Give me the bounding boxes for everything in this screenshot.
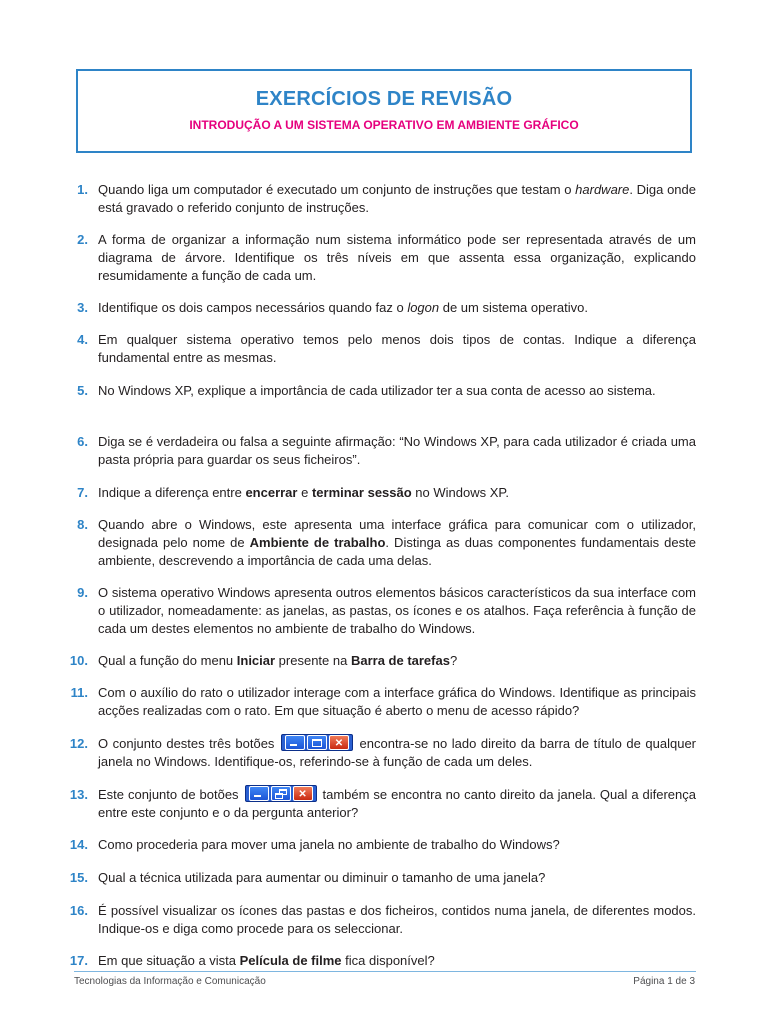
question-number: 4.	[77, 332, 88, 347]
question-number: 6.	[77, 434, 88, 449]
question-number: 17.	[69, 953, 88, 968]
text-segment: e	[297, 485, 312, 500]
question-number: 3.	[77, 300, 88, 315]
text-segment: Identifique os dois campos necessários quando faz o	[98, 300, 408, 315]
bold-term: Ambiente de trabalho	[249, 535, 386, 550]
question-text	[98, 735, 696, 771]
question-number: 1.	[77, 182, 88, 197]
footer-divider	[74, 971, 696, 972]
question-number: 5.	[77, 383, 88, 398]
question-number: 14.	[69, 837, 88, 852]
question-text	[98, 684, 696, 720]
window-buttons-minimize-restore-close	[245, 785, 317, 802]
question-text	[98, 902, 696, 938]
question-number: 15.	[69, 870, 88, 885]
text-segment: O sistema operativo Windows apresenta outros elementos básicos característicos da sua interface com o utilizador, nomeadamente: as janelas, as pastas, os ícones e os atalhos. Faça referência à função de cada um destes elementos no ambiente de trabalho do Windows.	[98, 585, 696, 636]
question-text	[98, 836, 696, 854]
close-icon: ✕	[329, 735, 349, 750]
text-segment: Qual a função do menu	[98, 653, 237, 668]
question-text	[98, 516, 696, 570]
text-segment: A forma de organizar a informação num sistema informático pode ser representada através de um diagrama de árvore. Identifique os três níveis em que assenta essa organização, explicando resumidamente a função de cada um.	[98, 232, 696, 283]
text-segment: . Diga onde está gravado o referido conjunto de instruções.	[98, 182, 696, 215]
text-segment: também se encontra no canto direito da janela. Qual a diferença entre este conjunto e o da pergunta anterior?	[98, 787, 696, 820]
question-number: 10.	[69, 653, 88, 668]
question-text	[98, 584, 696, 638]
text-segment: É possível visualizar os ícones das pastas e dos ficheiros, contidos numa janela, de diferentes modos. Indique-os e diga como procede para os seleccionar.	[98, 903, 696, 936]
question-text	[98, 299, 696, 317]
question-text	[98, 652, 696, 670]
question-text	[98, 869, 696, 887]
text-segment: No Windows XP, explique a importância de cada utilizador ter a sua conta de acesso ao sistema.	[98, 383, 656, 398]
text-segment: Em que situação a vista	[98, 953, 240, 968]
text-segment: Com o auxílio do rato o utilizador interage com a interface gráfica do Windows. Identifique as principais acções realizadas com o rato. Em que situação é aberto o menu de acesso rápido?	[98, 685, 696, 718]
text-segment: . Distinga as duas componentes fundamentais deste ambiente, descrevendo a importância de cada uma delas.	[98, 535, 696, 568]
text-segment: ?	[449, 653, 458, 668]
text-segment: O conjunto destes três botões	[98, 736, 279, 751]
question-number: 8.	[77, 517, 88, 532]
text-segment: Indique a diferença entre	[98, 485, 246, 500]
text-segment: Este conjunto de botões	[98, 787, 243, 802]
text-segment: de um sistema operativo.	[439, 300, 588, 315]
italic-term: logon	[407, 300, 440, 315]
close-icon: ✕	[293, 786, 313, 801]
restore-icon	[271, 786, 291, 801]
text-segment: Como procederia para mover uma janela no ambiente de trabalho do Windows?	[98, 837, 560, 852]
question-text	[98, 231, 696, 285]
question-number: 7.	[77, 485, 88, 500]
text-segment: fica disponível?	[341, 953, 435, 968]
bold-term: Película de filme	[239, 953, 342, 968]
text-segment: Quando abre o Windows, este apresenta uma interface gráfica para comunicar com o utilizador, designada pelo nome de	[98, 517, 696, 550]
page-subtitle: INTRODUÇÃO A UM SISTEMA OPERATIVO EM AMBIENTE GRÁFICO	[189, 118, 579, 132]
window-buttons-minimize-maximize-close	[281, 734, 353, 751]
question-text	[98, 181, 696, 217]
minimize-icon	[285, 735, 305, 750]
header-box	[76, 69, 692, 153]
maximize-icon	[307, 735, 327, 750]
text-segment: Quando liga um computador é executado um conjunto de instruções que testam o	[98, 182, 576, 197]
question-number: 12.	[69, 736, 88, 751]
question-number: 9.	[77, 585, 88, 600]
footer-course: Tecnologias da Informação e Comunicação	[74, 976, 266, 987]
page-title: EXERCÍCIOS DE REVISÃO	[255, 88, 513, 110]
text-segment: Qual a técnica utilizada para aumentar ou diminuir o tamanho de uma janela?	[98, 870, 546, 885]
text-segment: presente na	[275, 653, 351, 668]
question-text	[98, 484, 696, 502]
bold-term: encerrar	[245, 485, 298, 500]
question-text	[98, 433, 696, 469]
question-text	[98, 952, 696, 970]
question-number: 11.	[70, 685, 88, 700]
italic-term: hardware	[575, 182, 630, 197]
text-segment: no Windows XP.	[411, 485, 509, 500]
text-segment: Diga se é verdadeira ou falsa a seguinte afirmação: “No Windows XP, para cada utilizador é criada uma pasta própria para guardar os seus ficheiros”.	[98, 434, 696, 467]
text-segment: encontra-se no lado direito da barra de título de qualquer janela no Windows. Identifique-os, referindo-se à função de cada um deles.	[98, 736, 696, 769]
question-text	[98, 786, 696, 822]
bold-term: Barra de tarefas	[350, 653, 450, 668]
question-number: 13.	[69, 787, 88, 802]
bold-term: terminar sessão	[311, 485, 412, 500]
question-number: 2.	[77, 232, 88, 247]
question-text	[98, 331, 696, 367]
footer-page-number: Página 1 de 3	[633, 976, 695, 987]
minimize-icon	[249, 786, 269, 801]
text-segment: Em qualquer sistema operativo temos pelo menos dois tipos de contas. Indique a diferença fundamental entre as mesmas.	[98, 332, 696, 365]
question-text	[98, 382, 696, 400]
bold-term: Iniciar	[236, 653, 276, 668]
question-number: 16.	[69, 903, 88, 918]
